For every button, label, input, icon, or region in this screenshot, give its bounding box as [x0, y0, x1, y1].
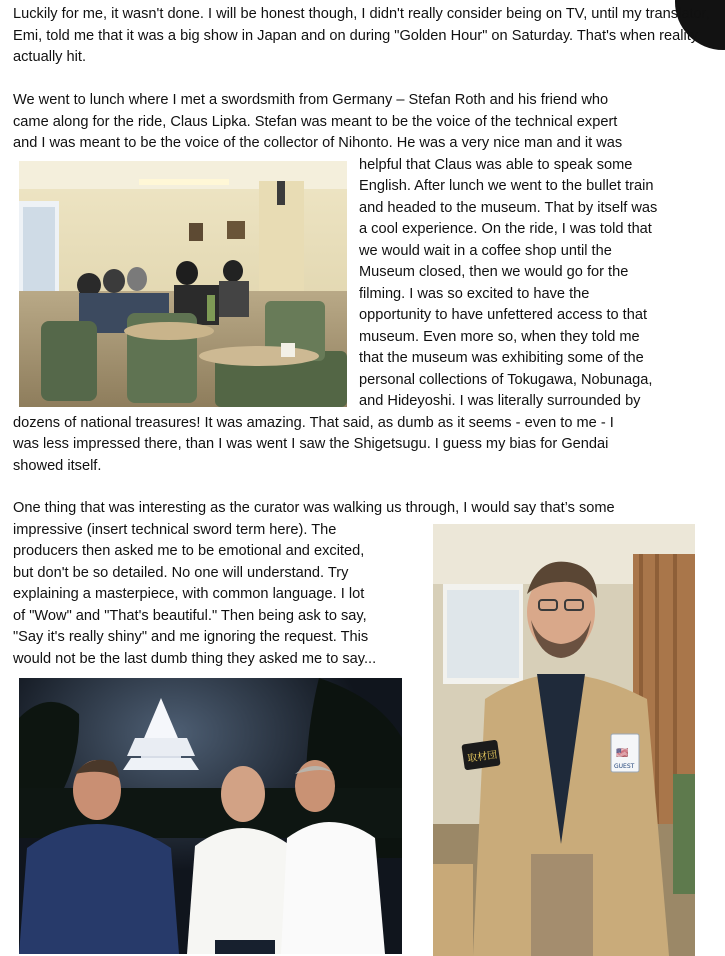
paragraph-2-line: We went to lunch where I met a swordsmith from Germany – Stefan Roth and his friend who — [13, 92, 609, 108]
paragraph-2-line: museum. Even more so, when they told me — [359, 329, 640, 345]
paragraph-3-line: producers then asked me to be emotional and excited, — [13, 543, 365, 559]
badge-flag: 🇺🇸 — [616, 748, 629, 759]
armband-text: 取材団 — [466, 749, 498, 765]
paragraph-2-line: and headed to the museum. That by itself was — [359, 200, 658, 216]
paragraph-3-line: One thing that was interesting as the curator was walking us through, I would say that’s some — [13, 500, 615, 516]
paragraph-2-line: and Hideyoshi. I was literally surrounded by — [359, 393, 641, 409]
badge-text: GUEST — [614, 763, 635, 770]
paragraph-2-line: Museum closed, then we would go for the — [359, 264, 629, 280]
paragraph-2-line: helpful that Claus was able to speak some — [359, 157, 633, 173]
cafe-interior-illustration — [19, 161, 347, 407]
night-group-illustration — [19, 678, 402, 954]
paragraph-2-line: personal collections of Tokugawa, Nobunaga, — [359, 372, 653, 388]
paragraph-2-line: opportunity to have unfettered access to that — [359, 307, 648, 323]
cafe-interior-photo — [19, 161, 347, 407]
paragraph-3-line: but don't be so detailed. No one will understand. Try — [13, 565, 349, 581]
night-castle-group-photo — [19, 678, 402, 954]
paragraph-2-line: and I was meant to be the voice of the collector of Nihonto. He was a very nice man and it was — [13, 135, 623, 151]
paragraph-2-line: filming. I was so excited to have the — [359, 286, 590, 302]
paragraph-2-line: dozens of national treasures! It was amazing. That said, as dumb as it seems - even to me - I — [13, 415, 614, 431]
paragraph-2-line: that the museum was exhibiting some of the — [359, 350, 644, 366]
paragraph-3-line: impressive (insert technical sword term here). The — [13, 522, 337, 538]
paragraph-2-line: came along for the ride, Claus Lipka. Stefan was meant to be the voice of the technical expert — [13, 114, 618, 130]
portrait-photo — [433, 524, 695, 956]
paragraph-1: Luckily for me, it wasn't done. I will be honest though, I didn't really consider being on TV, until my translator, Emi, told me that it was a big show in Japan and on during "Golden Hour" on Saturday. That's when reality actually hit. — [13, 6, 710, 66]
paragraph-2-line: a cool experience. On the ride, I was told that — [359, 221, 652, 237]
portrait-illustration — [433, 524, 695, 956]
paragraph-3-line: explaining a masterpiece, with common language. I lot — [13, 586, 365, 602]
paragraph-2-line: English. After lunch we went to the bullet train — [359, 178, 654, 194]
paragraph-2-line: we would wait in a coffee shop until the — [359, 243, 612, 259]
paragraph-3-line: of "Wow" and "That's beautiful." Then being ask to say, — [13, 608, 367, 624]
paragraph-2-line: showed itself. — [13, 458, 102, 474]
paragraph-2-line: was less impressed there, than I was went I saw the Shigetsugu. I guess my bias for Gendai — [13, 436, 609, 452]
paragraph-3-line: would not be the last dumb thing they asked me to say... — [13, 651, 377, 667]
paragraph-3-line: "Say it's really shiny" and me ignoring the request. This — [13, 629, 369, 645]
